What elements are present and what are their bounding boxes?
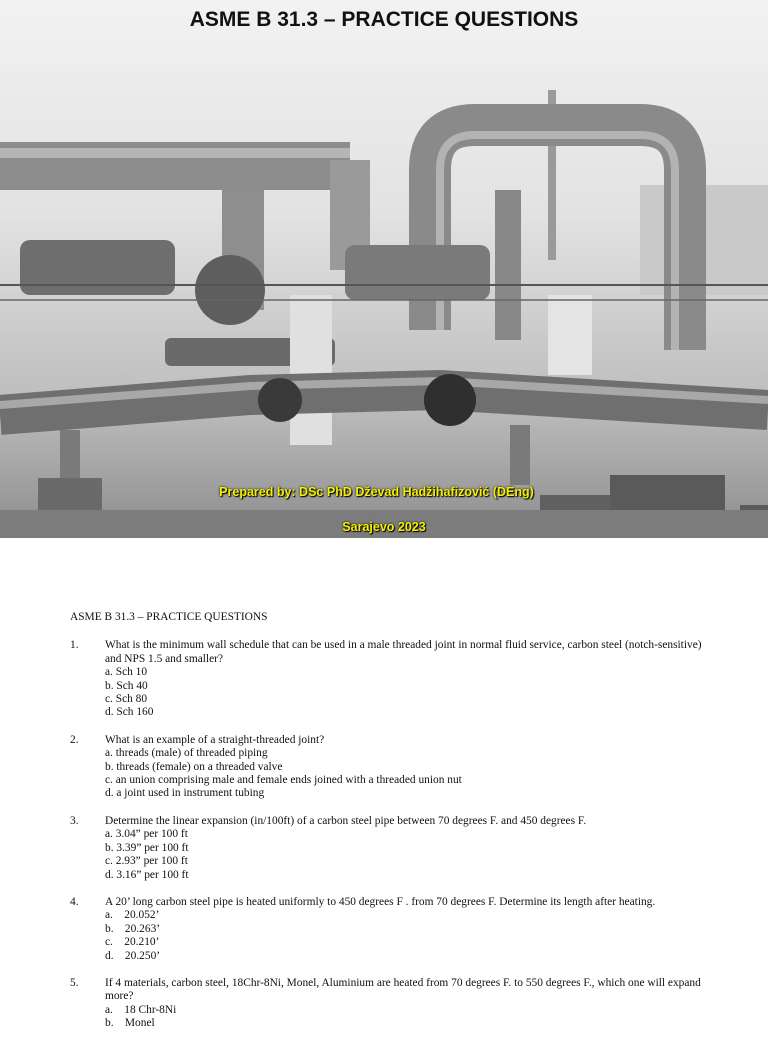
answer-option: a. Sch 10 <box>105 666 148 679</box>
answer-option: a. 3.04” per 100 ft <box>105 828 188 841</box>
question-text: A 20’ long carbon steel pipe is heated uniformly to 450 degrees F . from 70 degrees F. Determine its length after heating. <box>105 895 656 908</box>
answer-option: c. 20.210’ <box>105 936 160 949</box>
question-item <box>70 977 710 1031</box>
question-number: 3. <box>70 814 79 827</box>
answer-option: a. 20.052’ <box>105 909 160 922</box>
answer-option: a. 18 Chr-8Ni <box>105 1003 177 1016</box>
answer-option: a. threads (male) of threaded piping <box>105 747 268 760</box>
question-item <box>70 639 710 719</box>
question-number: 1. <box>70 639 79 652</box>
answer-option: d. 3.16” per 100 ft <box>105 868 189 881</box>
question-number: 5. <box>70 976 79 989</box>
answer-option: c. 2.93” per 100 ft <box>105 855 188 868</box>
answer-option: c. Sch 80 <box>105 693 148 706</box>
question-text: Determine the linear expansion (in/100ft) of a carbon steel pipe between 70 degrees F. and 450 degrees F. <box>105 814 587 827</box>
document-heading: ASME B 31.3 – PRACTICE QUESTIONS <box>70 611 268 623</box>
answer-option: d. 20.250’ <box>105 949 161 962</box>
answer-option: b. Monel <box>105 1017 155 1030</box>
answer-option: b. 20.263’ <box>105 922 161 935</box>
question-item <box>70 896 710 963</box>
answer-option: b. threads (female) on a threaded valve <box>105 760 283 773</box>
question-number: 2. <box>70 733 79 746</box>
answer-option: c. an union comprising male and female ends joined with a threaded union nut <box>105 774 462 787</box>
cover-title: ASME B 31.3 – PRACTICE QUESTIONS <box>189 8 579 31</box>
question-text: If 4 materials, carbon steel, 18Chr-8Ni, Monel, Aluminium are heated from 70 degrees F. to 550 degrees F., which one will expand more? <box>105 976 701 1003</box>
question-item <box>70 734 710 801</box>
question-text: What is the minimum wall schedule that can be used in a male threaded joint in normal fluid service, carbon steel (notch-sensitive) and NPS 1.5 and smaller? <box>105 639 702 665</box>
answer-option: b. 3.39” per 100 ft <box>105 841 189 854</box>
cover-author-credit: Prepared by: DSc PhD Dževad Hadžihafizović (DEng) <box>219 485 534 499</box>
question-item <box>70 815 710 882</box>
answer-option: d. Sch 160 <box>105 706 154 719</box>
answer-option: d. a joint used in instrument tubing <box>105 787 265 800</box>
cover-place-year: Sarajevo 2023 <box>342 520 426 534</box>
answer-option: b. Sch 40 <box>105 679 148 692</box>
question-document <box>70 611 710 1045</box>
question-number: 4. <box>70 895 79 908</box>
question-text: What is an example of a straight-threaded joint? <box>105 733 325 746</box>
